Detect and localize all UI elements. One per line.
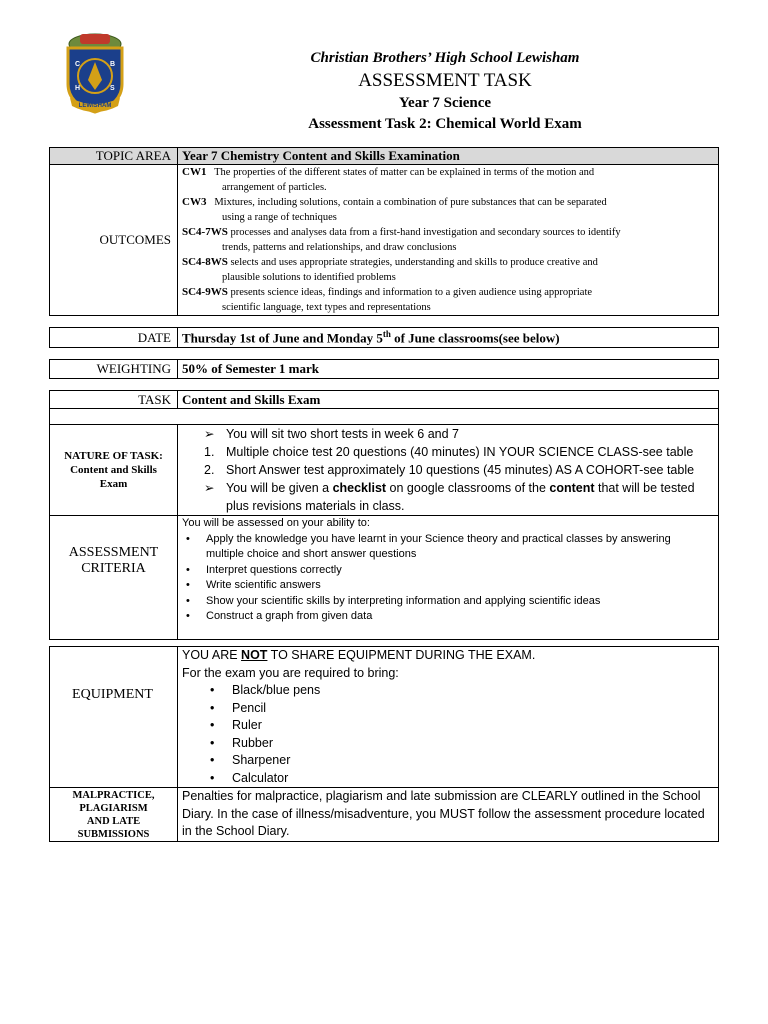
- list-item-text: that will be tested: [594, 481, 695, 495]
- list-item-text: on google classrooms of the: [386, 481, 550, 495]
- checklist-emphasis: checklist: [332, 481, 387, 495]
- date-row: [50, 328, 719, 348]
- school-crest-logo: [60, 28, 130, 116]
- criteria-label-line: CRITERIA: [81, 560, 146, 576]
- outcomes-list: [178, 165, 719, 316]
- number-marker: 1.: [204, 445, 215, 459]
- content-emphasis: content: [549, 481, 595, 495]
- nature-label-line: Content and Skills: [70, 464, 157, 476]
- equipment-item: • Rubber: [182, 735, 714, 753]
- outcome-code: SC4-7WS: [182, 226, 228, 238]
- outcome-text: processes and analyses data from a first-hand investigation and secondary sources to identify: [230, 227, 621, 238]
- malpractice-label-line: AND LATE: [86, 816, 141, 827]
- criteria-bullet: • Interpret questions correctly: [182, 563, 714, 579]
- equipment-details: [178, 647, 719, 788]
- criteria-bullet: • Write scientific answers: [182, 578, 714, 594]
- outcome-text: presents science ideas, findings and information to a given audience using appropriate: [230, 287, 593, 298]
- nature-row: [50, 425, 719, 516]
- list-item-text: You will be given a: [226, 481, 333, 495]
- malpractice-text: in the School Diary.: [182, 824, 290, 838]
- topic-label: TOPIC AREA: [50, 148, 178, 165]
- crest-letter-c: C: [75, 61, 81, 68]
- task-row: [50, 391, 719, 409]
- number-marker: 2.: [204, 463, 215, 477]
- task-label: TASK: [50, 391, 178, 409]
- outcome-text: selects and uses appropriate strategies, understanding and skills to produce creative and: [230, 257, 598, 268]
- nature-list: [182, 425, 714, 515]
- equipment-row: [50, 647, 719, 788]
- list-item: [182, 443, 714, 461]
- school-name: Christian Brothers’ High School Lewisham: [310, 50, 580, 66]
- list-item: [182, 425, 714, 443]
- outcome-cw1: [182, 165, 714, 195]
- list-item: [182, 461, 714, 479]
- list-item-text: You will sit two short tests in week 6 and 7: [226, 427, 459, 441]
- nature-label-line: Exam: [99, 478, 128, 490]
- date-text-rest: of June classrooms(see below): [390, 330, 560, 346]
- task-spacer: [50, 409, 719, 425]
- date-label: DATE: [50, 328, 178, 348]
- outcomes-label: OUTCOMES: [50, 165, 178, 316]
- malpractice-label-line: PLAGIARISM: [79, 803, 148, 814]
- criteria-bullet: • Show your scientific skills by interpreting information and applying scientific ideas: [182, 594, 714, 610]
- outcome-code: CW3: [182, 196, 207, 208]
- nature-details: [178, 425, 719, 516]
- date-table: [49, 327, 719, 348]
- outcome-code: CW1: [182, 166, 207, 178]
- weighting-label: WEIGHTING: [50, 360, 178, 379]
- topic-value: Year 7 Chemistry Content and Skills Examination: [178, 148, 719, 165]
- malpractice-label: [50, 788, 178, 842]
- crest-letter-s: S: [110, 85, 115, 92]
- equipment-item: • Pencil: [182, 700, 714, 718]
- task-value: Content and Skills Exam: [178, 391, 719, 409]
- criteria-bullet: [182, 532, 714, 563]
- outcome-cw3: [182, 195, 714, 225]
- equipment-item: • Calculator: [182, 770, 714, 788]
- year-subject: Year 7 Science: [398, 95, 492, 111]
- equipment-item: • Sharpener: [182, 752, 714, 770]
- outcome-code: SC4-9WS: [182, 286, 228, 298]
- weighting-table: [49, 359, 719, 379]
- outcome-text-cont: scientific language, text types and representations: [222, 302, 431, 313]
- list-item-text: Short Answer test approximately 10 questions (45 minutes) AS A COHORT-see table: [226, 463, 695, 477]
- date-ordinal: th: [382, 328, 391, 339]
- outcome-text: Mixtures, including solutions, contain a combination of pure substances that can be separated: [214, 197, 607, 208]
- weighting-row: [50, 360, 719, 379]
- arrow-bullet-icon: ➢: [204, 481, 215, 495]
- outcome-text-cont: arrangement of particles.: [222, 182, 327, 193]
- equipment-item: • Black/blue pens: [182, 682, 714, 700]
- task-spacer-row: [50, 409, 719, 425]
- malpractice-text: Diary. In the case of illness/misadventure, you MUST follow the assessment procedure located: [182, 806, 705, 821]
- topic-row: [50, 148, 719, 165]
- outcome-text-cont: plausible solutions to identified problems: [222, 272, 396, 283]
- list-item: [182, 479, 714, 515]
- crest-banner-text: LEWISHAM: [78, 103, 112, 109]
- criteria-row: [50, 516, 719, 640]
- equipment-notice: [182, 647, 714, 665]
- outcome-sc4-7ws: [182, 225, 714, 255]
- criteria-text-cont: multiple choice and short answer questions: [206, 548, 417, 560]
- outcome-code: SC4-8WS: [182, 256, 228, 268]
- malpractice-label-line: MALPRACTICE,: [72, 790, 155, 801]
- list-item-text-cont: plus revisions materials in class.: [226, 499, 405, 513]
- outcome-text: The properties of the different states of matter can be explained in terms of the motion and: [214, 167, 595, 178]
- equipment-item: • Ruler: [182, 717, 714, 735]
- criteria-label-line: ASSESSMENT: [68, 544, 159, 560]
- malpractice-text: Penalties for malpractice, plagiarism and late submission are CLEARLY outlined in the School: [182, 789, 701, 803]
- task-title: Assessment Task 2: Chemical World Exam: [308, 116, 582, 132]
- equipment-intro: For the exam you are required to bring:: [182, 665, 399, 680]
- criteria-text: Apply the knowledge you have learnt in your Science theory and practical classes by answering: [206, 532, 671, 545]
- crest-letter-h: H: [75, 85, 81, 92]
- nature-label-line: NATURE OF TASK:: [64, 450, 163, 462]
- crest-letter-b: B: [110, 61, 116, 68]
- arrow-bullet-icon: ➢: [204, 427, 215, 441]
- outcome-sc4-9ws: [182, 285, 714, 315]
- malpractice-details: [178, 788, 719, 842]
- notice-emphasis: NOT: [241, 648, 268, 662]
- document-type: ASSESSMENT TASK: [358, 70, 532, 91]
- equipment-table: [49, 646, 719, 842]
- outcomes-row: [50, 165, 719, 316]
- outcome-text-cont: using a range of techniques: [222, 212, 337, 223]
- weighting-value: 50% of Semester 1 mark: [178, 360, 719, 379]
- malpractice-label-line: SUBMISSIONS: [77, 829, 150, 840]
- nature-label: [50, 425, 178, 516]
- criteria-details: [178, 516, 719, 640]
- date-text: Thursday 1st of June and Monday 5: [182, 330, 383, 346]
- criteria-label: [50, 516, 178, 640]
- malpractice-row: [50, 788, 719, 842]
- date-value: [178, 328, 719, 348]
- equipment-label: EQUIPMENT: [50, 647, 178, 788]
- topic-outcomes-table: [49, 147, 719, 316]
- notice-text: TO SHARE EQUIPMENT DURING THE EXAM.: [267, 648, 536, 662]
- outcome-text-cont: trends, patterns and relationships, and draw conclusions: [222, 242, 457, 253]
- task-table: [49, 390, 719, 640]
- list-item-text: Multiple choice test 20 questions (40 minutes) IN YOUR SCIENCE CLASS-see table: [226, 445, 694, 459]
- outcome-sc4-8ws: [182, 255, 714, 285]
- notice-text: YOU ARE: [182, 648, 242, 662]
- criteria-intro: You will be assessed on your ability to:: [182, 517, 370, 529]
- criteria-bullet: • Construct a graph from given data: [182, 609, 714, 625]
